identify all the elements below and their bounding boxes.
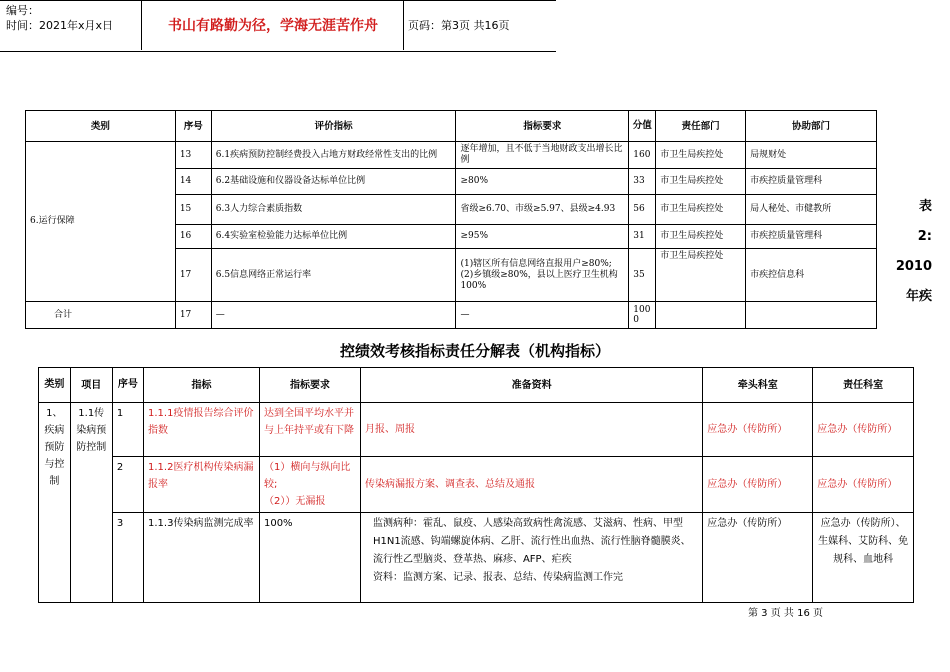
indicator-cell: 1.1.1疫情报告综合评价指数: [144, 403, 260, 457]
doc-number-label: 编号：: [6, 4, 39, 17]
row-number: 16: [175, 225, 211, 249]
requirement-cell: (1)辖区所有信息网络直报用户≥80%; (2)乡镇级≥80%，县以上医疗卫生机构100%: [456, 249, 629, 302]
requirement-cell: ≥80%: [456, 169, 629, 195]
header-divider: [403, 0, 404, 50]
indicator-cell: 6.2基础设施和仪器设备达标单位比例: [211, 169, 456, 195]
assist-dept-cell: 市疾控信息科: [746, 249, 877, 302]
assist-dept-cell: 市疾控质量管理科: [746, 169, 877, 195]
header-divider: [141, 0, 142, 50]
indicator-table-1: [25, 110, 877, 329]
score-cell: 35: [629, 249, 656, 302]
requirement-cell: 达到全国平均水平并与上年持平或有下降: [259, 403, 360, 457]
side-text: 2010: [895, 259, 932, 274]
row-number: 1: [112, 403, 143, 457]
col-header: 责任科室: [813, 368, 914, 403]
col-header: 类别: [26, 111, 176, 142]
indicator-cell: 1.1.3传染病监测完成率: [144, 513, 260, 603]
col-header: 指标要求: [259, 368, 360, 403]
side-text: 年疾: [905, 289, 932, 304]
col-header: 序号: [112, 368, 143, 403]
materials-cell: 传染病漏报方案、调查表、总结及通报: [360, 457, 702, 513]
col-header: 序号: [175, 111, 211, 142]
category-cell: 6.运行保障: [26, 142, 176, 302]
table-header-row: [39, 368, 914, 403]
col-header: 牵头科室: [703, 368, 813, 403]
side-title-fragment: [880, 192, 932, 312]
col-header: 指标要求: [456, 111, 629, 142]
empty-cell: [746, 302, 877, 329]
table-header-row: [26, 111, 877, 142]
table-row: [26, 142, 877, 169]
total-score: 1000: [629, 302, 656, 329]
resp-dept-cell: 市卫生局疾控处: [656, 169, 746, 195]
assist-dept-cell: 局人秘处、市健教所: [746, 195, 877, 225]
table-row: [39, 513, 914, 603]
indicator-cell: 6.4实验室检验能力达标单位比例: [211, 225, 456, 249]
lead-dept-cell: 应急办（传防所）: [703, 457, 813, 513]
empty-cell: [656, 302, 746, 329]
materials-cell: 月报、周报: [360, 403, 702, 457]
category-cell: 1、疾病预防与控制: [39, 403, 71, 603]
resp-dept-cell: 市卫生局疾控处: [656, 195, 746, 225]
resp-dept-cell: 市卫生局疾控处: [656, 225, 746, 249]
header-page-number: 页码：第3页 共16页: [408, 19, 510, 32]
col-header: 指标: [144, 368, 260, 403]
requirement-cell: 省级≥6.70、市级≥5.97、县级≥4.93: [456, 195, 629, 225]
table2-title: 控绩效考核指标责任分解表（机构指标）: [339, 342, 610, 360]
col-header: 类别: [39, 368, 71, 403]
page-header: [0, 0, 556, 52]
table-row: [39, 457, 914, 513]
row-number: 15: [175, 195, 211, 225]
header-meta: [6, 3, 113, 33]
lead-dept-cell: 应急办（传防所）: [703, 403, 813, 457]
indicator-cell: 1.1.2医疗机构传染病漏报率: [144, 457, 260, 513]
indicator-table-2: [38, 367, 914, 603]
indicator-cell: 6.1疾病预防控制经费投入占地方财政经常性支出的比例: [211, 142, 456, 169]
resp-dept-cell: 应急办（传防所）: [813, 403, 914, 457]
row-number: 17: [175, 249, 211, 302]
row-number: 14: [175, 169, 211, 195]
score-cell: 33: [629, 169, 656, 195]
assist-dept-cell: 市疾控质量管理科: [746, 225, 877, 249]
row-number: 3: [112, 513, 143, 603]
resp-dept-cell: 应急办（传防所）: [813, 457, 914, 513]
resp-dept-cell: 市卫生局疾控处: [656, 249, 746, 302]
row-number: 13: [175, 142, 211, 169]
header-motto: 书山有路勤为径，学海无涯苦作舟: [168, 18, 378, 34]
indicator-cell: 6.3人力综合素质指数: [211, 195, 456, 225]
col-header: 分值: [629, 111, 656, 142]
col-header: 准备资料: [360, 368, 702, 403]
requirement-cell: 逐年增加，且不低于当地财政支出增长比例: [456, 142, 629, 169]
materials-cell: 监测病种：霍乱、鼠疫、人感染高致病性禽流感、艾滋病、性病、甲型H1N1流感、钩端螺旋体病、乙肝、流行性出血热、流行性脑脊髓膜炎、流行性乙型脑炎、登革热、麻疹、AFP、疟疾 资料：监测方案、记录、报表、总结、传染病监测工作完: [360, 513, 702, 603]
lead-dept-cell: 应急办（传防所）: [703, 513, 813, 603]
indicator-cell: 6.5信息网络正常运行率: [211, 249, 456, 302]
col-header: 评价指标: [211, 111, 456, 142]
requirement-cell: 100%: [259, 513, 360, 603]
total-requirement: —: [456, 302, 629, 329]
score-cell: 56: [629, 195, 656, 225]
requirement-cell: ≥95%: [456, 225, 629, 249]
score-cell: 31: [629, 225, 656, 249]
requirement-cell: （1）横向与纵向比较; （2））无漏报: [259, 457, 360, 513]
table-total-row: [26, 302, 877, 329]
doc-time-label: 时间：2021年x月x日: [6, 19, 114, 32]
col-header: 责任部门: [656, 111, 746, 142]
resp-dept-cell: 市卫生局疾控处: [656, 142, 746, 169]
side-text: 2:: [917, 229, 932, 244]
resp-dept-cell: 应急办（传防所）、生媒科、艾防科、免规科、血地科: [813, 513, 914, 603]
assist-dept-cell: 局规财处: [746, 142, 877, 169]
project-cell: 1.1传染病预防控制: [70, 403, 112, 603]
side-text: 表: [918, 199, 932, 214]
total-label: 合计: [26, 302, 176, 329]
score-cell: 160: [629, 142, 656, 169]
col-header: 项目: [70, 368, 112, 403]
total-number: 17: [175, 302, 211, 329]
col-header: 协助部门: [746, 111, 877, 142]
total-indicator: —: [211, 302, 456, 329]
page-footer: 第 3 页 共 16 页: [748, 608, 823, 619]
table-row: [39, 403, 914, 457]
row-number: 2: [112, 457, 143, 513]
